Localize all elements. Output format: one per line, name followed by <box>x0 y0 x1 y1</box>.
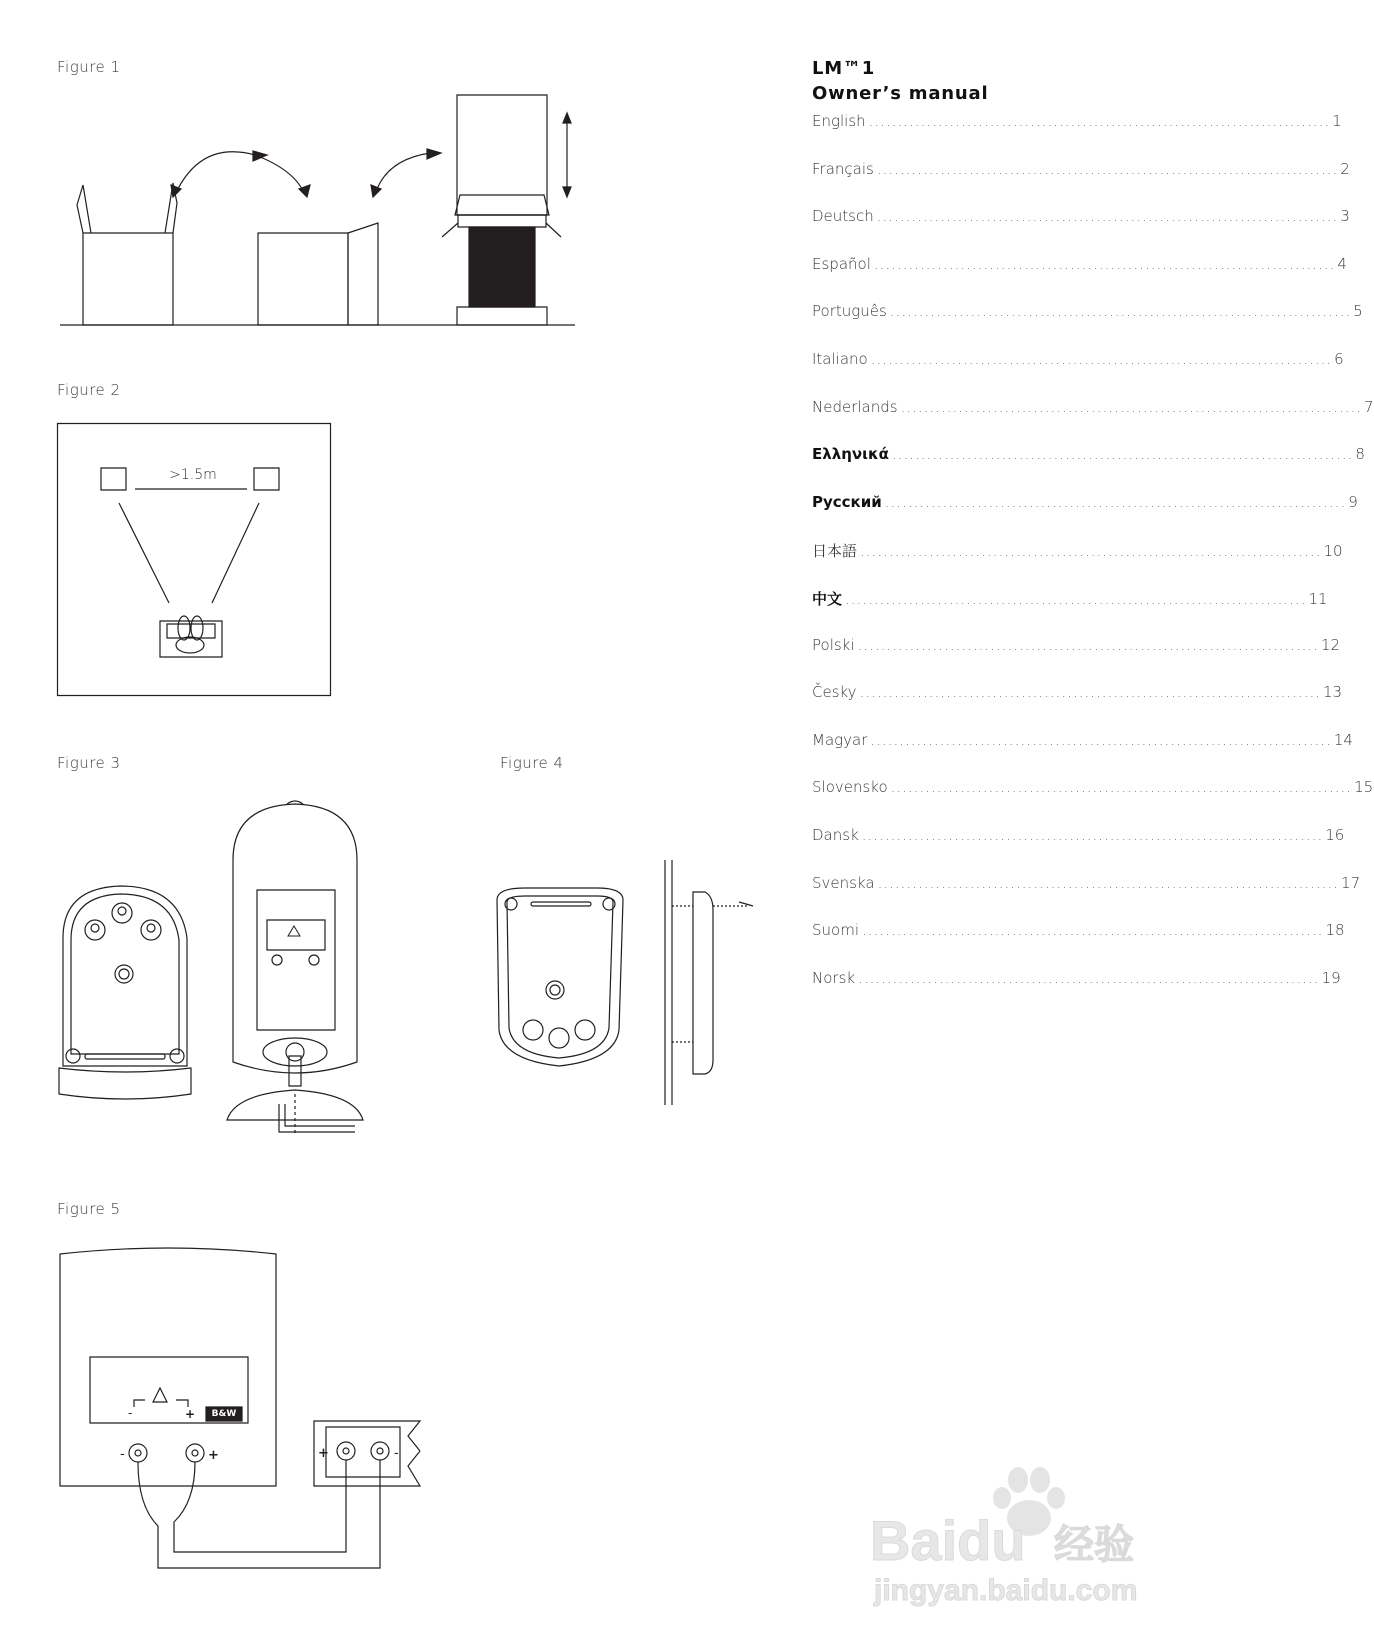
svg-text:-: - <box>394 1446 399 1461</box>
toc-page-number: 16 <box>1325 825 1345 844</box>
toc-language: 日本語 <box>812 542 858 561</box>
svg-text:+: + <box>185 1407 196 1421</box>
toc-page-number: 6 <box>1334 349 1344 368</box>
toc-language: Deutsch <box>812 207 874 226</box>
toc-entry <box>812 112 1342 136</box>
toc-leader-dots: ................................................................................ <box>870 730 1332 749</box>
right-speaker-box <box>254 468 279 490</box>
toc-language: Magyar <box>812 730 868 749</box>
toc-leader-dots: ................................................................................ <box>877 873 1340 892</box>
toc-language: Suomi <box>812 921 859 940</box>
toc-page-number: 13 <box>1323 683 1343 702</box>
toc-language: Ελληνικά <box>812 445 889 464</box>
toc-entry <box>812 445 1365 469</box>
toc-page-number: 11 <box>1308 589 1328 608</box>
toc-entry <box>812 921 1345 945</box>
toc-entry <box>812 968 1341 993</box>
toc-language: Русский <box>812 492 882 511</box>
toc-language: Svenska <box>812 873 875 892</box>
figure-1-label: Figure 1 <box>57 58 121 76</box>
toc-language: Français <box>812 159 874 178</box>
toc-entry <box>812 683 1343 707</box>
toc-leader-dots: ................................................................................ <box>858 968 1320 987</box>
toc-language: Português <box>812 302 887 321</box>
toc-leader-dots: ................................................................................ <box>859 683 1321 702</box>
toc-leader-dots: ................................................................................ <box>873 254 1336 273</box>
language-table-of-contents <box>812 112 1374 1016</box>
toc-page-number: 17 <box>1341 873 1361 892</box>
toc-entry <box>812 207 1350 231</box>
manual-subtitle: Owner’s manual <box>812 83 989 104</box>
toc-page-number: 18 <box>1325 921 1345 940</box>
figure-3-label: Figure 3 <box>57 754 121 772</box>
toc-leader-dots: ................................................................................ <box>860 542 1322 561</box>
toc-page-number: 4 <box>1337 254 1347 273</box>
toc-page-number: 12 <box>1320 635 1341 654</box>
toc-entry <box>812 778 1374 802</box>
fig2-distance-label: >1.5m <box>169 467 217 483</box>
figure-1-unpacking-diagram <box>55 85 575 330</box>
toc-entry <box>812 492 1358 517</box>
toc-entry <box>812 825 1345 850</box>
toc-page-number: 15 <box>1354 778 1374 797</box>
toc-page-number: 14 <box>1333 730 1353 749</box>
toc-leader-dots: ................................................................................ <box>890 778 1353 797</box>
manual-title <box>812 56 988 106</box>
svg-text:-: - <box>128 1406 133 1420</box>
baidu-jingyan-watermark <box>868 1440 1168 1610</box>
toc-language: Nederlands <box>812 397 898 416</box>
toc-page-number: 5 <box>1353 302 1363 321</box>
figure-5-label: Figure 5 <box>57 1200 121 1218</box>
toc-leader-dots: ................................................................................ <box>870 349 1333 368</box>
toc-language: Italiano <box>812 349 868 368</box>
figure-2-placement-diagram <box>57 423 331 696</box>
toc-leader-dots: ................................................................................ <box>876 159 1339 178</box>
figure-3-speaker-back-and-stand <box>55 798 365 1133</box>
toc-entry <box>812 588 1328 612</box>
toc-language: Norsk <box>812 968 856 987</box>
toc-page-number: 3 <box>1340 207 1350 226</box>
figure-4-wall-mount-diagram <box>495 860 755 1105</box>
toc-entry <box>812 540 1343 564</box>
toc-page-number: 19 <box>1321 968 1341 987</box>
toc-leader-dots: ................................................................................ <box>889 302 1352 321</box>
figure-2-label: Figure 2 <box>57 381 121 399</box>
toc-language: Dansk <box>812 825 859 844</box>
figure-4-label: Figure 4 <box>500 754 564 772</box>
toc-page-number: 8 <box>1355 445 1365 464</box>
toc-page-number: 2 <box>1340 159 1350 178</box>
toc-language: Česky <box>812 683 857 702</box>
watermark-url: jingyan.baidu.com <box>874 1574 1138 1607</box>
toc-entry <box>812 349 1344 374</box>
svg-text:+: + <box>208 1448 219 1463</box>
bw-brand-badge: B&W <box>211 1409 237 1419</box>
watermark-brand: Baidu <box>870 1509 1026 1572</box>
allen-key-icon <box>273 1102 353 1138</box>
toc-entry <box>812 397 1374 422</box>
watermark-brand-cn: 经验 <box>1054 1522 1134 1568</box>
toc-entry <box>812 159 1350 184</box>
toc-entry <box>812 635 1341 660</box>
toc-page-number: 7 <box>1364 397 1374 416</box>
toc-entry <box>812 730 1353 755</box>
figure-5-connection-diagram <box>58 1246 428 1576</box>
toc-language: English <box>812 112 866 130</box>
toc-leader-dots: ................................................................................ <box>884 492 1347 511</box>
toc-leader-dots: ................................................................................ <box>857 635 1319 654</box>
toc-leader-dots: ................................................................................ <box>862 921 1324 940</box>
left-speaker-box <box>101 468 126 490</box>
svg-text:+: + <box>318 1446 329 1461</box>
toc-page-number: 9 <box>1348 492 1358 511</box>
toc-language: 中文 <box>812 589 843 608</box>
svg-text:-: - <box>120 1447 125 1462</box>
product-name: LM™1 <box>812 58 876 79</box>
toc-language: Español <box>812 254 871 273</box>
toc-language: Polski <box>812 635 855 654</box>
toc-leader-dots: ................................................................................ <box>868 112 1331 130</box>
toc-leader-dots: ................................................................................ <box>876 207 1339 226</box>
toc-page-number: 10 <box>1323 542 1343 561</box>
toc-leader-dots: ................................................................................ <box>900 397 1363 416</box>
toc-language: Slovensko <box>812 778 888 797</box>
toc-leader-dots: ................................................................................ <box>845 589 1307 608</box>
toc-leader-dots: ................................................................................ <box>861 825 1324 844</box>
toc-entry <box>812 873 1361 898</box>
toc-entry <box>812 254 1347 279</box>
toc-entry <box>812 302 1363 326</box>
toc-page-number: 1 <box>1332 112 1342 130</box>
toc-leader-dots: ................................................................................ <box>891 445 1354 464</box>
